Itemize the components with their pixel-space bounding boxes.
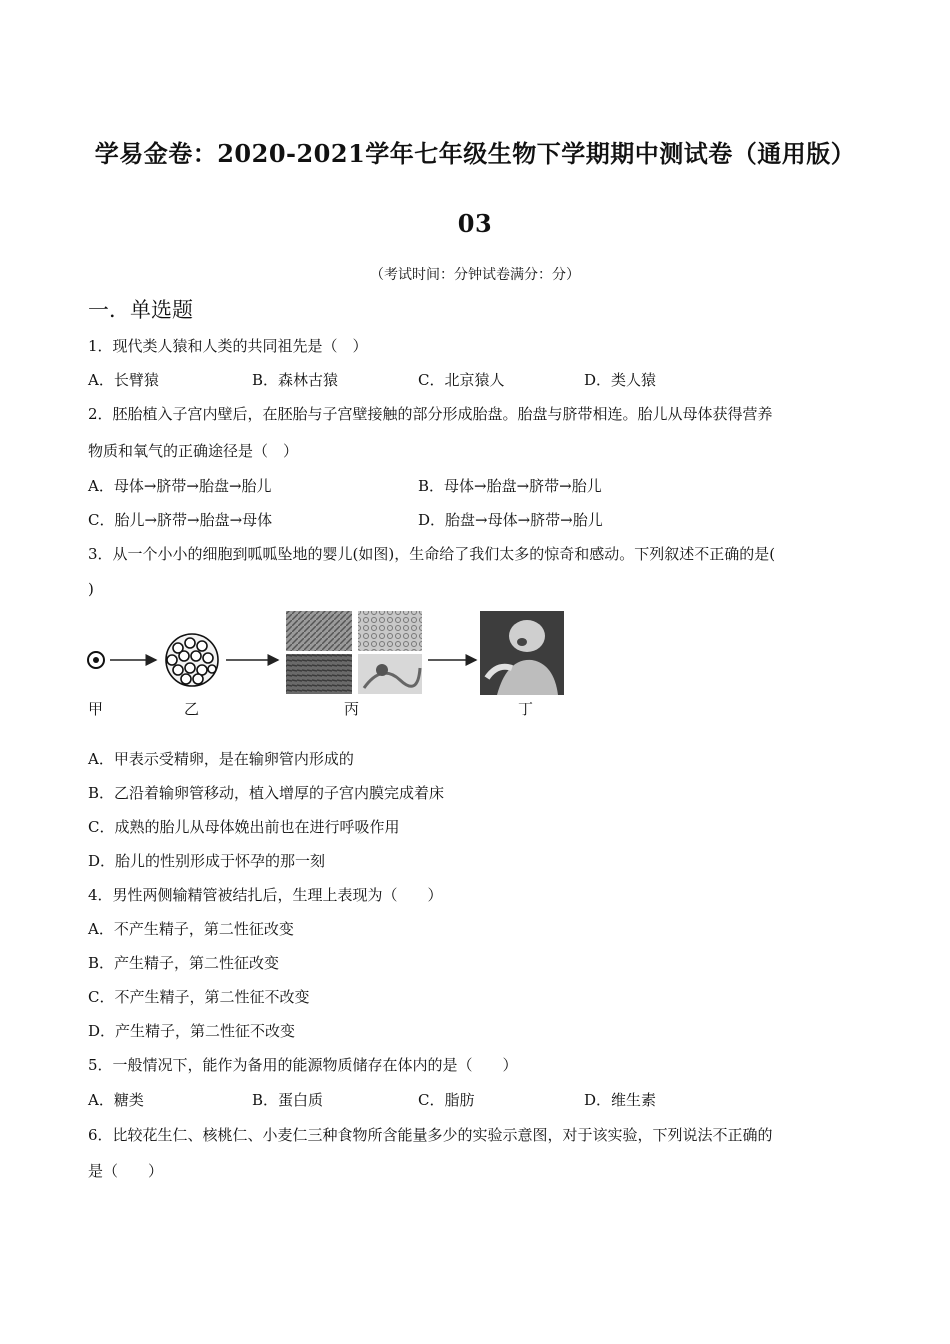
question-2-option-d: D．胎盘→母体→脐带→胎儿	[418, 511, 603, 529]
question-2-option-b: B．母体→胎盘→脐带→胎儿	[418, 477, 602, 495]
tissue-photo-1	[286, 611, 352, 651]
question-4-option-a: A．不产生精子，第二性征改变	[88, 920, 294, 938]
figure-label-ding: 丁	[518, 700, 534, 718]
document-title: 学易金卷：2020-2021学年七年级生物下学期期中测试卷（通用版）	[94, 139, 856, 168]
question-5-option-b: B．蛋白质	[252, 1091, 324, 1109]
question-3-option-c: C．成熟的胎儿从母体娩出前也在进行呼吸作用	[88, 818, 400, 836]
figure-label-jia: 甲	[88, 700, 104, 718]
development-diagram	[82, 608, 582, 720]
question-4-option-c: C．不产生精子，第二性征不改变	[88, 988, 310, 1006]
figure-label-yi: 乙	[184, 700, 200, 718]
question-3-option-d: D．胎儿的性别形成于怀孕的那一刻	[88, 852, 326, 870]
question-2-option-c: C．胎儿→脐带→胎盘→母体	[88, 511, 273, 529]
question-5-option-a: A．糖类	[88, 1091, 144, 1109]
question-3-stem-line2: )	[88, 580, 94, 598]
zygote-cell	[88, 652, 104, 668]
exam-info: （考试时间：分钟试卷满分：分）	[370, 267, 580, 283]
question-1-option-a: A．长臂猿	[88, 371, 159, 389]
question-3-option-a: A．甲表示受精卵，是在输卵管内形成的	[88, 750, 354, 768]
question-4-option-b: B．产生精子，第二性征改变	[88, 954, 280, 972]
question-5-option-d: D．维生素	[584, 1091, 657, 1109]
question-6-stem-line1: 6．比较花生仁、核桃仁、小麦仁三种食物所含能量多少的实验示意图，对于该实验，下列说法不正确的	[88, 1126, 773, 1144]
document-title-number: 03	[457, 209, 493, 238]
tissue-photo-3	[286, 654, 352, 694]
section-heading: 一．单选题	[88, 298, 193, 322]
question-1-option-c: C．北京猿人	[418, 371, 505, 389]
development-figure	[82, 608, 582, 720]
question-3-stem-line1: 3．从一个小小的细胞到呱呱坠地的婴儿(如图)，生命给了我们太多的惊奇和感动。下列叙述不正确的是(	[88, 545, 776, 563]
question-1-stem: 1．现代类人猿和人类的共同祖先是（ ）	[88, 337, 368, 355]
question-3-option-b: B．乙沿着输卵管移动，植入增厚的子宫内膜完成着床	[88, 784, 445, 802]
baby-photo	[480, 611, 564, 695]
tissue-photo-2	[358, 611, 422, 651]
question-6-stem-line2: 是（ ）	[88, 1162, 164, 1180]
question-5-option-c: C．脂肪	[418, 1091, 475, 1109]
question-2-stem-line2: 物质和氧气的正确途径是（ ）	[88, 442, 299, 460]
question-1-option-b: B．森林古猿	[252, 371, 339, 389]
embryo-cell-cluster	[166, 634, 218, 686]
question-5-stem: 5．一般情况下，能作为备用的能源物质储存在体内的是（ ）	[88, 1056, 518, 1074]
question-1-option-d: D．类人猿	[584, 371, 657, 389]
question-2-option-a: A．母体→脐带→胎盘→胎儿	[88, 477, 272, 495]
figure-label-bing: 丙	[344, 700, 360, 718]
tissue-photo-4	[358, 654, 422, 694]
question-4-stem: 4．男性两侧输精管被结扎后，生理上表现为（ ）	[88, 886, 443, 904]
question-4-option-d: D．产生精子，第二性征不改变	[88, 1022, 296, 1040]
question-2-stem-line1: 2．胚胎植入子宫内壁后，在胚胎与子宫壁接触的部分形成胎盘。胎盘与脐带相连。胎儿从母体获得营养	[88, 405, 773, 423]
